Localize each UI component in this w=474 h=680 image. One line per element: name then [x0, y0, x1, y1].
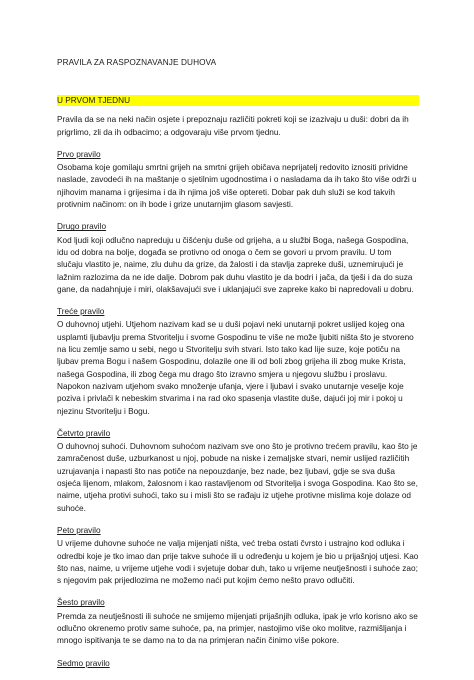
- rule-5: [57, 525, 419, 587]
- rule-text: Premda za neutješnosti ili suhoće ne smijemo mijenjati prijašnjih odluka, ipak je vrlo korisno ako se odlučno okrenemo protiv same suhoće, pa, na primjer, nastojimo više oko molitve, razmišljanja i mnogo ispitivanja te se damo na to da na primjeran način činimo više pokore.: [57, 611, 418, 646]
- rule-heading: Prvo pravilo: [57, 149, 101, 159]
- rule-heading: Sedmo pravilo: [57, 658, 110, 668]
- rule-4: [57, 428, 419, 515]
- rule-2: [57, 221, 419, 296]
- rule-heading: Šesto pravilo: [57, 598, 105, 608]
- rule-text: Osobama koje gomilaju smrtni grijeh na smrtni grijeh običava neprijatelj redovito iznositi prividne naslade, zavodeći ih na maštanje o sjetilnim ugodnostima i o nasladama da ih tako što više održi u njihovim manama i grijesima i da ih njima još više optereti. Dobar pak duh služi se kod takvih protivnim načinom: on ih bode i grize unutarnjim glasom savjesti.: [57, 163, 417, 210]
- intro-paragraph: Pravila da se na neki način osjete i prepoznaju različiti pokreti koji se izazivaju u duši: dobri da ih prigrlimo, zli da ih odbacimo; a odgovaraju više prvom tjednu.: [57, 115, 409, 137]
- rule-text: O duhovnoj suhoći. Duhovnom suhoćom nazivam sve ono što je protivno trećem pravilu, kao što je zamračenost duše, uzburkanost u njoj, pobude na niske i zemaljske stvari, nemir uslijed različitih uzrujavanja i napasti što nas potiče na nepouzdanje, bez nade, bez ljubavi, gdje se sva duša osjeća lijenom, mlakom, žalosnom i kao rastavljenom od Stvoritelja i svoga Gospodina. Kao što se, naime, utjeha protivi suhoći, tako su i misli što se rađaju iz utjehe protivne mislima koje dolaze od suhoće.: [57, 442, 418, 513]
- rule-heading: Drugo pravilo: [57, 222, 107, 232]
- document-content: [57, 57, 419, 680]
- rule-heading: Treće pravilo: [57, 307, 105, 317]
- rule-3: [57, 306, 419, 418]
- document-title: PRAVILA ZA RASPOZNAVANJE DUHOVA: [57, 58, 217, 67]
- week-heading: U PRVOM TJEDNU: [57, 95, 419, 106]
- rule-text: O duhovnoj utjehi. Utjehom nazivam kad se u duši pojavi neki unutarnji pokret uslijed kojeg ona usplamti ljubavlju prema Stvoritelju i svome Gospodinu te više ne može ljubiti ništa što je stvoreno na licu zemlje samo u sebi, nego u Stvoritelju svih stvari. Isto tako kad lije suze, koje potiču na ljubav prema Bogu i našem Gospodinu, dolazile one ili od boli zbog grijeha ili zbog muke Krista, našega Gospodina, ili zbog čega mu drago što izravno smjera u njegovu službu i proslavu. Napokon nazivam utjehom svako množenje ufanja, vjere i ljubavi i svako unutarnje veselje koje poziva i privlači k nebeskim stvarima i na rad oko spasenja vlastite duše, dajući joj mir i pokoj u njezinu Stvoritelju i Bogu.: [57, 320, 414, 416]
- rule-heading: Četvrto pravilo: [57, 428, 111, 438]
- rule-text: U vrijeme duhovne suhoće ne valja mijenjati ništa, već treba ostati čvrsto i ustrajno kod odluka i odredbi koje je tko imao dan prije takve suhoće ili u određenju u kojem je bio u prijašnjoj utjesi. Kao što nas, naime, u vrijeme utjehe vodi i svjetuje dobar duh, tako u vrijeme neutješnosti i suhoće zao; s njegovim pak prijedlozima ne možemo naći put kojim ćemo nešto pravo odlučiti.: [57, 539, 419, 586]
- rule-heading: Peto pravilo: [57, 525, 101, 535]
- rule-7: [57, 658, 419, 670]
- rule-text: Kod ljudi koji odlučno napreduju u čišćenju duše od grijeha, a u službi Boga, našega Gospodina, idu od dobra na bolje, događa se protivno od onoga o čem se govori u prvom pravilu. U tom slučaju vlastito je, naime, zlu duhu da grize, da žalosti i da stavlja zapreke duši, uznemirujući je lažnim razlozima da ne ide dalje. Dobrom pak duhu vlastito je da bodri i jača, da tješi i da do suza gane, da nadahnjuje i miri, olakšavajući sve i uklanjajući sve zapreke kako bi napredovali u dobru.: [57, 235, 414, 294]
- rule-6: [57, 597, 419, 647]
- rule-1: [57, 149, 419, 211]
